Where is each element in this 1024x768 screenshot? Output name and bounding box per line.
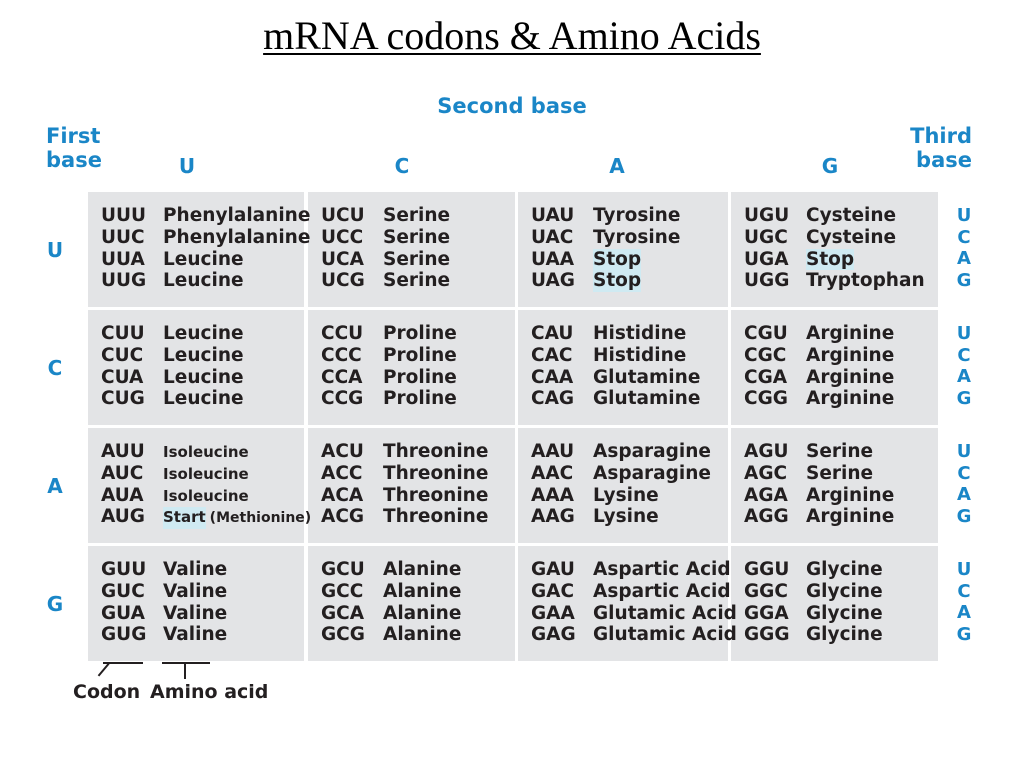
amino-acid: Glycine [806,602,883,624]
codon-row [321,603,461,625]
codon: CAC [531,344,573,366]
codon-row [744,323,894,345]
codon-row [744,624,883,646]
codon-row [744,485,894,507]
codon: CUA [101,366,144,388]
amino-acid: Arginine [806,323,895,344]
amino-acid: Leucine [163,270,244,292]
amino-acid: Glutamine [593,388,701,410]
third-base-letter: U [956,205,972,226]
amino-acid: Isoleucine [163,443,249,461]
amino-acid: Alanine [383,624,462,646]
amino-acid: Proline [383,388,457,410]
third-base-letter: C [957,226,971,248]
codon: UGC [744,226,788,248]
codon-row [321,624,461,646]
codon-row [101,506,311,528]
third-base-letter: A [957,366,971,387]
codon: GGC [744,580,788,602]
codon-row [531,485,659,507]
amino-acid: Isoleucine [163,486,249,505]
third-base-label: Third base [910,124,972,172]
codon-row [101,603,227,625]
amino-acid: Stop [593,270,642,292]
codon: CCU [321,323,364,344]
codon: GAC [531,580,575,602]
codon: CGU [744,323,788,344]
codon-row [531,270,641,292]
codon-row [744,581,883,603]
codon: CGA [744,366,788,388]
amino-acid: Alanine [383,559,462,580]
codon: GUU [101,559,147,580]
codon-row [744,388,894,410]
amino-acid-pointer [184,663,186,679]
codon: UGA [744,248,789,270]
codon: AAU [531,441,575,462]
codon-row [101,624,227,646]
codon: AGA [744,484,788,506]
amino-acid: Asparagine [593,462,711,484]
codon: AUA [101,484,144,506]
amino-acid: Valine [163,580,228,602]
codon-row [531,624,737,646]
amino-acid: Serine [383,205,451,226]
codon: GUA [101,602,145,624]
codon: GCC [321,580,364,602]
codon: GGU [744,559,790,580]
codon: CAG [531,388,575,410]
first-base-c: C [47,356,63,380]
legend-amino-acid: Amino acid [150,681,269,703]
amino-acid: Tryptophan [806,270,925,292]
amino-acid: Threonine [383,484,489,506]
codon: GCA [321,602,365,624]
first-base-u: U [46,238,64,262]
start-note: (Methionine) [209,510,312,527]
codon: ACU [321,441,364,462]
third-base-letter: G [956,269,972,291]
amino-acid: Serine [806,462,874,484]
codon: CUC [101,344,144,366]
third-base-group-g [950,559,978,645]
third-base-letter: C [957,580,971,602]
codon: AUG [101,506,145,528]
amino-acid: Valine [163,559,228,580]
page-title [0,12,1024,59]
amino-acid: Glycine [806,624,883,646]
third-base-letter: A [957,248,971,269]
codon-row [744,249,854,271]
amino-acid: Proline [383,344,457,366]
codon: GCU [321,559,365,580]
amino-acid: Leucine [163,388,244,410]
codon-row [744,559,883,581]
codon-row [101,581,227,603]
page-title-text: mRNA codons & Amino Acids [263,13,761,58]
codon: ACA [321,484,364,506]
codon-row [101,323,244,345]
codon: UAG [531,270,575,292]
third-base-group-c [950,323,978,409]
codon-row [531,345,686,367]
amino-acid: Serine [383,226,451,248]
amino-acid: Tyrosine [593,205,681,226]
third-base-letter: C [957,344,971,366]
codon-row [744,506,894,528]
codon: CCG [321,388,364,410]
codon: UAU [531,205,575,226]
legend-codon: Codon [73,681,141,703]
codon: UCC [321,226,364,248]
third-base-letter: A [957,602,971,623]
amino-acid: Leucine [163,366,244,388]
amino-acid: Arginine [806,366,895,388]
second-base-label: Second base [437,94,587,118]
amino-acid: Serine [383,248,451,270]
codon: CUG [101,388,145,410]
codon-row [321,581,461,603]
amino-acid: Lysine [593,506,659,528]
amino-acid: Leucine [163,248,244,270]
codon: UUG [101,270,147,292]
amino-acid: Leucine [163,323,244,344]
codon-row [531,441,711,463]
amino-acid: Arginine [806,344,895,366]
codon: AGG [744,506,789,528]
codon-row [744,463,873,485]
codon: UUC [101,226,145,248]
codon: CGC [744,344,787,366]
amino-acid: Phenylalanine [163,205,311,226]
codon: UCG [321,270,365,292]
codon-row [101,227,310,249]
amino-acid-bracket [162,662,210,664]
codon: CCC [321,344,362,366]
first-base-label: First base [46,124,102,172]
amino-acid: Start [163,507,206,529]
amino-acid: Glutamic Acid [593,602,737,624]
amino-acid: Threonine [383,441,489,462]
amino-acid: Glutamic Acid [593,624,737,646]
third-base-letter: C [957,462,971,484]
codon: GUG [101,624,147,646]
codon-row [531,249,641,271]
third-base-group-a [950,441,978,527]
codon-row [101,463,249,485]
codon-row [321,559,461,581]
codon-row [321,441,488,463]
amino-acid: Arginine [806,506,895,528]
codon: ACG [321,506,365,528]
codon-row [101,485,249,507]
codon: GAG [531,624,576,646]
codon-row [744,603,883,625]
codon-row [321,485,488,507]
amino-acid: Threonine [383,506,489,528]
codon-row [744,345,894,367]
second-base-u: U [178,154,196,178]
third-base-letter: G [956,387,972,409]
third-base-letter: U [956,323,972,344]
first-base-a: A [47,474,63,498]
third-base-group-u [950,205,978,291]
codon: CGG [744,388,788,410]
amino-acid: Proline [383,323,457,344]
third-base-letter: U [956,559,972,580]
codon: GAU [531,559,575,580]
codon-row [531,506,659,528]
codon-row [744,227,896,249]
third-base-letter: A [957,484,971,505]
amino-acid: Threonine [383,462,489,484]
codon: UCU [321,205,365,226]
codon: AAG [531,506,575,528]
codon: UCA [321,248,364,270]
codon: AAC [531,462,574,484]
amino-acid: Serine [383,270,451,292]
codon: GUC [101,580,145,602]
second-base-c: C [394,154,410,178]
third-base-letter: G [956,623,972,645]
codon-row [321,323,457,345]
codon-row [531,388,700,410]
codon-row [321,205,450,227]
codon-row [531,463,711,485]
amino-acid: Tyrosine [593,226,681,248]
third-base-letter: G [956,505,972,527]
codon-row [101,249,244,271]
amino-acid: Isoleucine [163,464,249,483]
codon-row [531,227,680,249]
amino-acid: Arginine [806,388,895,410]
codon: CCA [321,366,363,388]
amino-acid: Serine [806,441,874,462]
codon: GCG [321,624,365,646]
codon: UAA [531,248,575,270]
codon-row [744,205,896,227]
codon-row [101,441,249,463]
codon: CAA [531,366,574,388]
amino-acid: Valine [163,624,228,646]
first-base-g: G [46,592,64,616]
codon: AUC [101,462,144,484]
amino-acid: Arginine [806,484,895,506]
codon: UGG [744,270,790,292]
codon: UAC [531,226,574,248]
codon-row [321,249,450,271]
amino-acid: Cysteine [806,205,897,226]
amino-acid: Proline [383,366,457,388]
codon-row [101,388,244,410]
codon: AUU [101,441,145,462]
codon-row [101,367,244,389]
codon-row [531,603,737,625]
codon: AAA [531,484,574,506]
codon: UGU [744,205,790,226]
amino-acid: Stop [593,248,642,270]
amino-acid: Aspartic Acid [593,559,731,580]
amino-acid: Leucine [163,344,244,366]
amino-acid: Histidine [593,344,687,366]
codon-row [531,559,731,581]
second-base-g: G [821,154,839,178]
codon: GAA [531,602,575,624]
amino-acid: Alanine [383,580,462,602]
codon-row [321,506,488,528]
codon-row [321,463,488,485]
codon-row [321,367,457,389]
codon-row [531,367,700,389]
codon-row [531,205,680,227]
codon: CUU [101,323,145,344]
codon-row [321,388,457,410]
codon: CAU [531,323,574,344]
amino-acid: Alanine [383,602,462,624]
amino-acid: Asparagine [593,441,711,462]
codon: UUA [101,248,145,270]
codon-row [531,581,731,603]
amino-acid: Aspartic Acid [593,580,731,602]
amino-acid: Glycine [806,580,883,602]
codon-row [744,441,873,463]
amino-acid: Glycine [806,559,883,580]
codon: GGA [744,602,789,624]
amino-acid: Glutamine [593,366,701,388]
codon-row [101,270,244,292]
codon-row [101,345,244,367]
codon-row [744,270,925,292]
codon-row [531,323,686,345]
codon-row [321,227,450,249]
codon-row [101,205,310,227]
codon-row [744,367,894,389]
codon-pointer [98,663,110,677]
amino-acid: Cysteine [806,226,897,248]
codon: AGC [744,462,788,484]
codon-row [101,559,227,581]
codon-row [321,345,457,367]
amino-acid: Stop [806,248,855,270]
second-base-a: A [609,154,625,178]
amino-acid: Histidine [593,323,687,344]
third-base-letter: U [956,441,972,462]
amino-acid: Phenylalanine [163,226,311,248]
codon: ACC [321,462,363,484]
amino-acid: Lysine [593,484,659,506]
codon: UUU [101,205,147,226]
amino-acid: Valine [163,602,228,624]
codon: GGG [744,624,790,646]
codon: AGU [744,441,789,462]
codon-row [321,270,450,292]
